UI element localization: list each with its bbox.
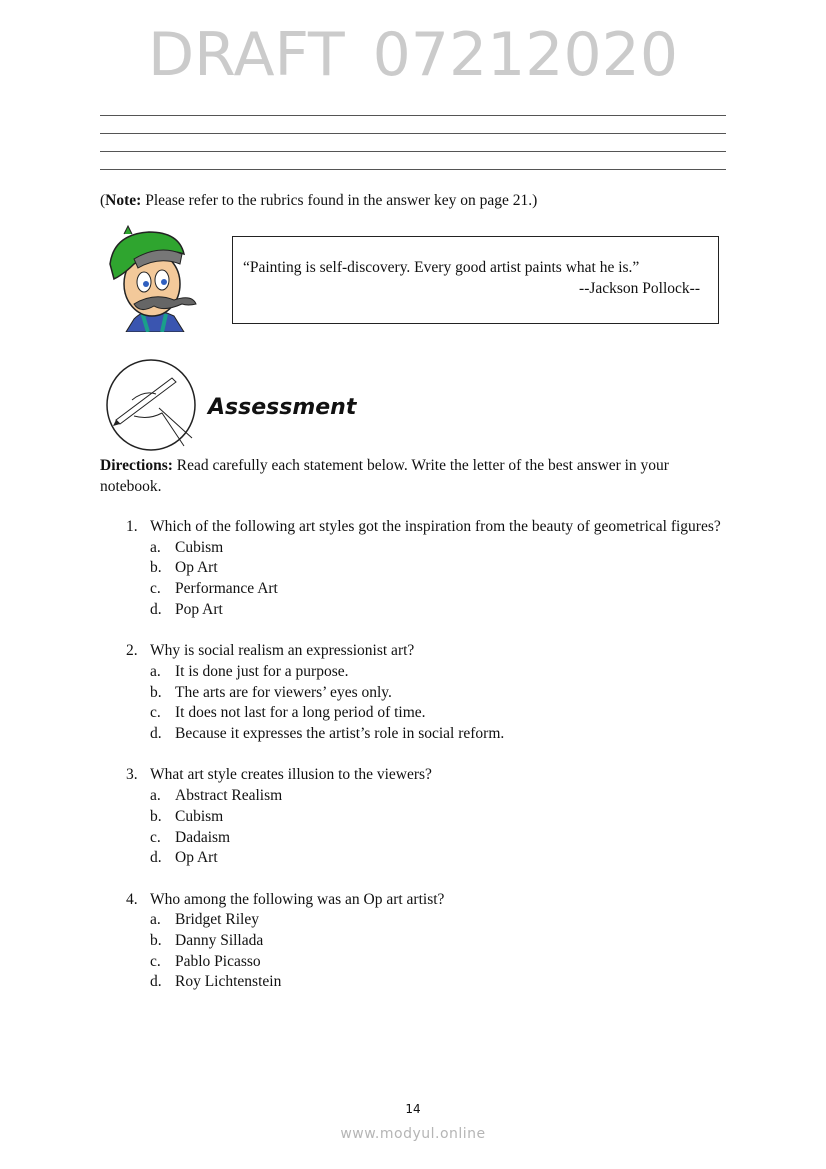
option-letter: b.: [150, 932, 162, 950]
option-text: Pop Art: [175, 600, 223, 618]
directions-label: Directions:: [100, 457, 173, 474]
page-number: 14: [405, 1102, 421, 1116]
question-text: Which of the following art styles got the inspiration from the beauty of geometrical figures?: [150, 518, 721, 535]
watermark-line1: DRAFT: [147, 20, 345, 90]
quote-box: [232, 236, 719, 324]
rubric-note: [100, 192, 537, 210]
section-heading: Assessment: [208, 395, 357, 420]
option-text: Pablo Picasso: [175, 952, 261, 970]
option-letter: c.: [150, 828, 161, 846]
artist-cartoon-icon: [104, 224, 200, 332]
question-number: 1.: [126, 518, 138, 535]
answer-line: [100, 169, 726, 170]
option-letter: b.: [150, 807, 162, 825]
note-text: Please refer to the rubrics found in the answer key on page 21.): [141, 192, 538, 209]
question-text: What art style creates illusion to the viewers?: [150, 766, 432, 784]
option-letter: c.: [150, 952, 161, 970]
question-item: [126, 765, 730, 869]
option-letter: c.: [150, 580, 161, 598]
option-text: Cubism: [175, 538, 224, 556]
note-paren: (: [100, 192, 106, 209]
option-text: It does not last for a long period of time.: [175, 704, 426, 722]
draft-watermark: [0, 22, 826, 88]
option-letter: a.: [150, 538, 161, 556]
watermark-line2: 07212020: [372, 20, 678, 90]
option: [126, 848, 730, 869]
directions-text: Read carefully each statement below. Write the letter of the best answer in your notebook.: [100, 457, 669, 495]
option-letter: a.: [150, 662, 161, 680]
question-item: [126, 517, 730, 621]
option-text: Dadaism: [175, 828, 231, 846]
option: [126, 703, 730, 724]
option-text: Performance Art: [175, 580, 278, 598]
answer-line: [100, 151, 726, 152]
answer-line: [100, 133, 726, 134]
option-letter: a.: [150, 787, 161, 805]
option-letter: d.: [150, 600, 162, 618]
option-text: Op Art: [175, 849, 218, 867]
question-number: 4.: [126, 890, 138, 908]
option-text: Bridget Riley: [175, 911, 259, 929]
option-text: Abstract Realism: [175, 787, 283, 805]
question-number: 3.: [126, 766, 138, 784]
option-letter: d.: [150, 849, 162, 867]
option-letter: b.: [150, 559, 162, 577]
option-letter: d.: [150, 973, 162, 991]
note-label: Note:: [105, 192, 142, 209]
site-footer: www.modyul.online: [340, 1126, 486, 1142]
option-letter: a.: [150, 911, 161, 929]
option-letter: c.: [150, 704, 161, 722]
option: [126, 683, 730, 704]
option: [126, 807, 730, 828]
question-text: Who among the following was an Op art artist?: [150, 890, 445, 908]
question-number: 2.: [126, 642, 138, 660]
option: [126, 786, 730, 807]
option: [126, 972, 730, 993]
option-letter: d.: [150, 725, 162, 743]
option-text: The arts are for viewers’ eyes only.: [175, 683, 392, 701]
question-text: Why is social realism an expressionist art?: [150, 642, 415, 660]
option-letter: b.: [150, 683, 162, 701]
option: [126, 952, 730, 973]
option: [126, 910, 730, 931]
option: [126, 724, 730, 745]
option-text: Because it expresses the artist’s role in social reform.: [175, 725, 505, 743]
option-text: Roy Lichtenstein: [175, 973, 282, 991]
option-text: Cubism: [175, 807, 224, 825]
question-item: [126, 890, 730, 994]
quote-text: “Painting is self-discovery. Every good artist paints what he is.”: [243, 259, 640, 276]
option: [126, 931, 730, 952]
question-list: [126, 517, 730, 1014]
option: [126, 579, 730, 600]
option: [126, 538, 730, 559]
option-text: Op Art: [175, 559, 218, 577]
question-item: [126, 641, 730, 745]
writing-hand-icon: [104, 358, 198, 452]
answer-line: [100, 115, 726, 116]
directions: [100, 455, 730, 497]
quote-author: --Jackson Pollock--: [579, 280, 700, 297]
option-text: It is done just for a purpose.: [175, 662, 349, 680]
option: [126, 662, 730, 683]
option-text: Danny Sillada: [175, 932, 264, 950]
option: [126, 600, 730, 621]
option: [126, 558, 730, 579]
option: [126, 828, 730, 849]
